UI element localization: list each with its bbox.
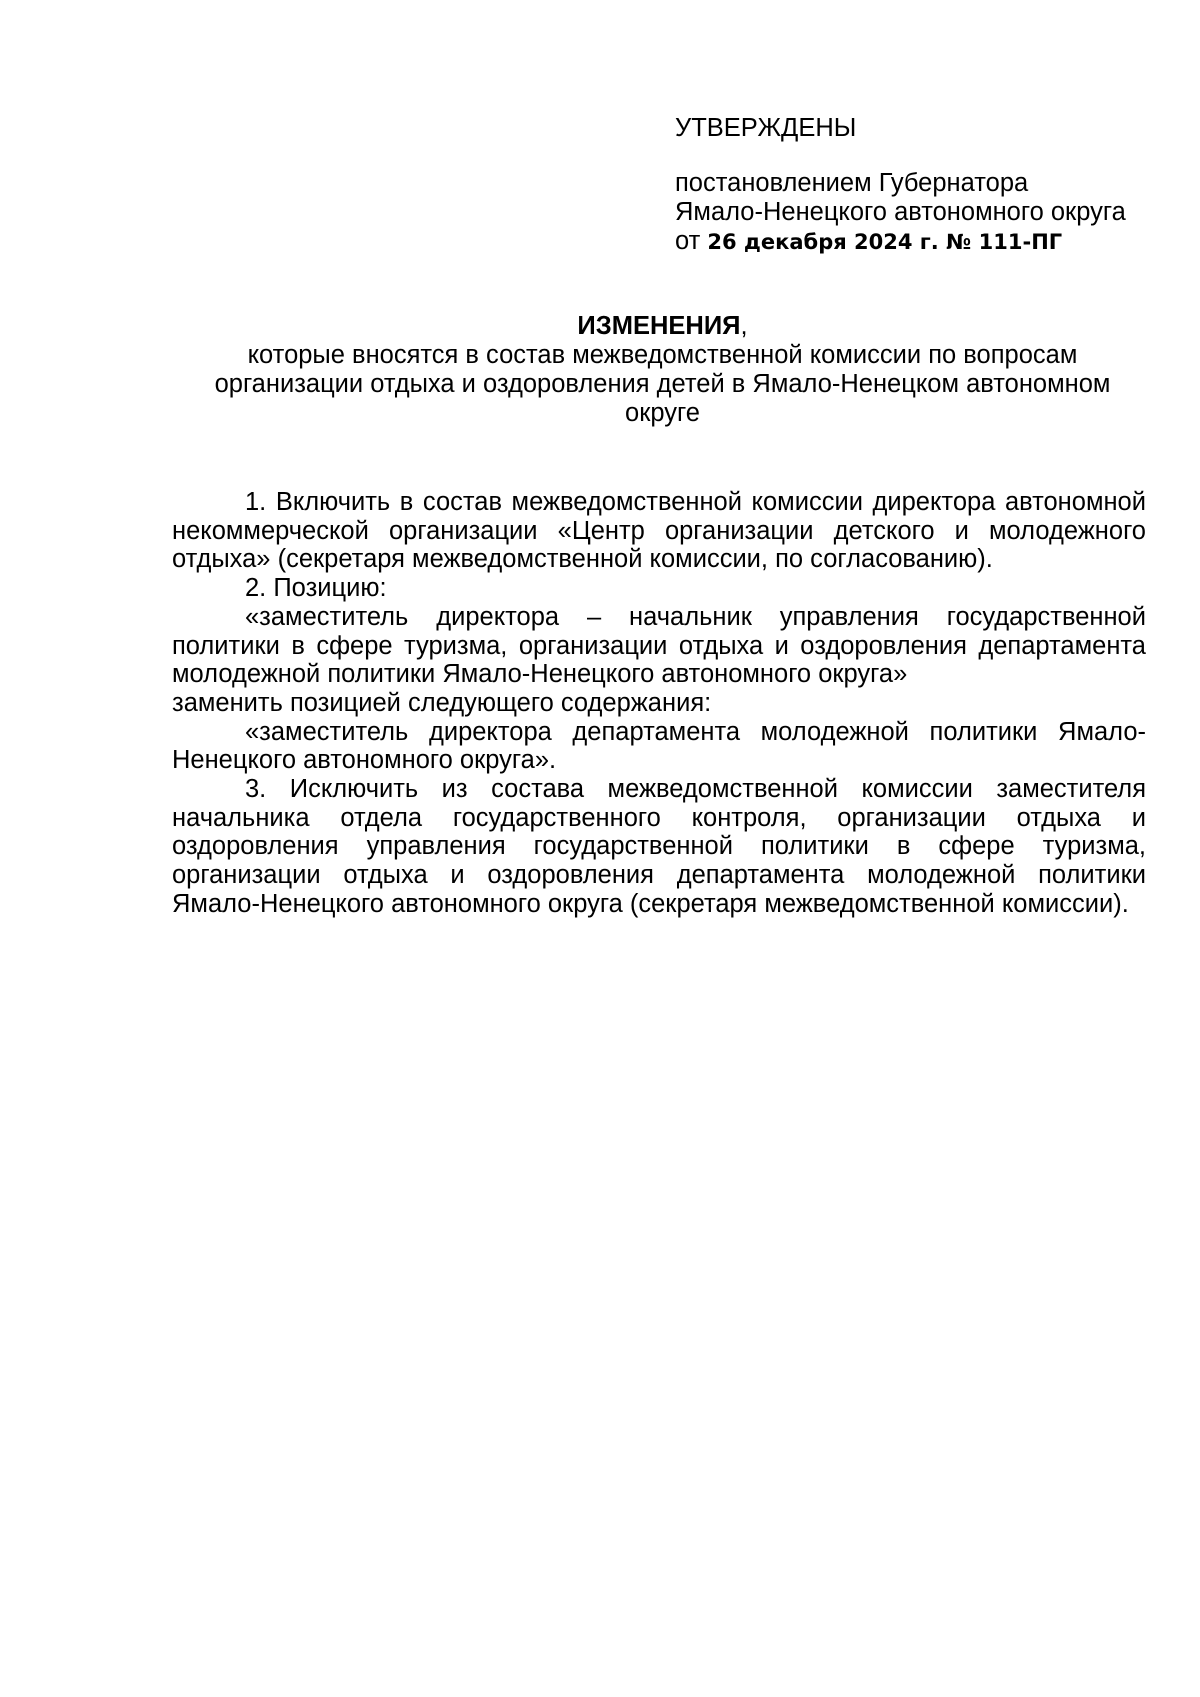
approval-block	[675, 114, 1155, 257]
paragraph-item-3: 3. Исключить из состава межведомственной комиссии заместителя начальника отдела государственного контроля, организации отдыха и оздоровления управления государственной политики в сфере туризма, организации отдыха и оздоровления департамента молодежной политики Ямало-Ненецкого автономного округа (секретаря межведомственной комиссии).	[172, 775, 1146, 918]
document-heading	[180, 312, 1145, 341]
approval-line-1: постановлением Губернатора	[675, 169, 1029, 197]
document-body	[172, 488, 1146, 919]
approval-stamp: УТВЕРЖДЕНЫ	[675, 114, 857, 142]
paragraph-item-2-old-position: «заместитель директора – начальник управления государственной политики в сфере туризма, организации отдыха и оздоровления департамента молодежной политики Ямало-Ненецкого автономного округа»	[172, 602, 1146, 689]
paragraph-item-2-intro: 2. Позицию:	[245, 574, 387, 603]
paragraph-item-2-new-position: «заместитель директора департамента молодежной политики Ямало-Ненецкого автономного округа».	[172, 717, 1146, 775]
approval-date-line	[675, 227, 1155, 257]
paragraph-item-1: 1. Включить в состав межведомственной комиссии директора автономной некоммерческой организации «Центр организации детского и молодежного отдыха» (секретаря межведомственной комиссии, по согласованию).	[172, 488, 1146, 574]
title-block	[180, 312, 1145, 428]
heading-suffix: ,	[740, 312, 748, 340]
heading-text: ИЗМЕНЕНИЯ	[577, 312, 741, 340]
approval-line-2: Ямало-Ненецкого автономного округа	[675, 198, 1126, 226]
approval-date: 26 декабря 2024 г. № 111-ПГ	[707, 230, 1063, 254]
paragraph-item-2-replace: заменить позицией следующего содержания:	[172, 688, 712, 717]
approval-date-prefix: от	[675, 227, 708, 255]
document-subtitle: которые вносятся в состав межведомственной комиссии по вопросам организации отдыха и оздоровления детей в Ямало-Ненецком автономном округе	[214, 341, 1111, 427]
